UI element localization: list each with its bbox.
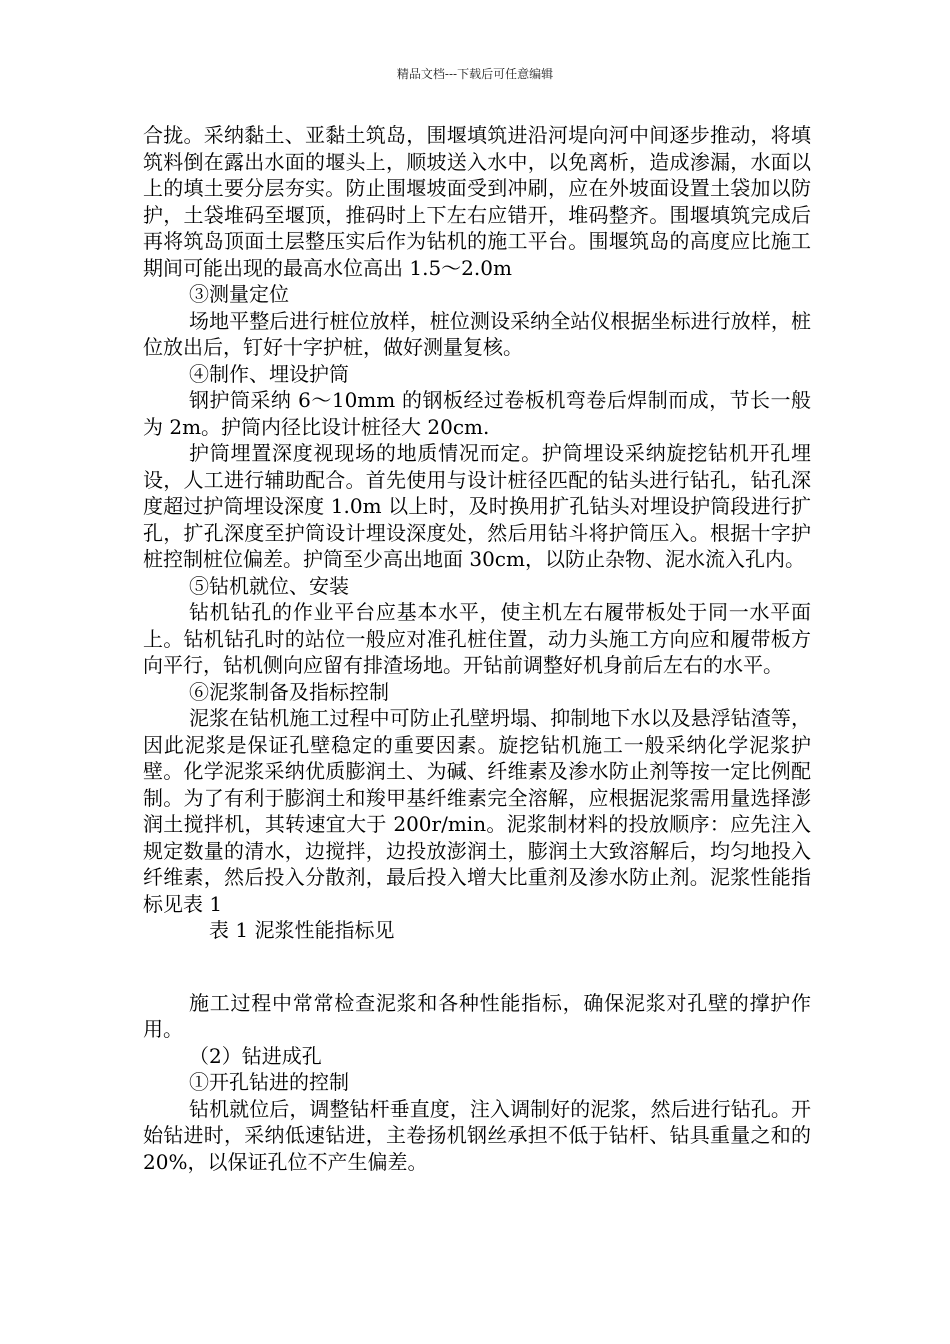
document-body xyxy=(143,122,811,1175)
paragraph-steel-casing: 钢护筒采纳 6～10mm 的钢板经过卷板机弯卷后焊制而成，节长一般为 2m。护筒内径比设计桩径大 20cm. xyxy=(143,388,811,439)
table-placeholder-gap xyxy=(143,944,811,990)
heading-survey-positioning: ③测量定位 xyxy=(189,282,289,306)
heading-mud-preparation: ⑥泥浆制备及指标控制 xyxy=(189,679,389,704)
paragraph-island-construction: 合拢。采纳黏土、亚黏土筑岛，围堰填筑进沿河堤向河中间逐步推动，将填筑料倒在露出水面的堰头上，顺坡送入水中，以免离析，造成渗漏，水面以上的填土要分层夯实。防止围堰坡面受到冲刷，应在外坡面设置土袋加以防护，土袋堆码至堰顶，推码时上下左右应错开，堆码整齐。围堰填筑完成后再将筑岛顶面土层整压实后作为钻机的施工平台。围堰筑岛的高度应比施工期间可能出现的最高水位高出 1.5～2.0m xyxy=(143,123,811,280)
heading-drilling-control: ①开孔钻进的控制 xyxy=(189,1070,349,1094)
paragraph-mud-inspection: 施工过程中常常检查泥浆和各种性能指标，确保泥浆对孔壁的撑护作用。 xyxy=(143,990,811,1041)
paragraph-rig-positioning: 钻机钻孔的作业平台应基本水平，使主机左右履带板处于同一水平面上。钻机钻孔时的站位一般应对准孔桩住置，动力头施工方向应和履带板方向平行，钻机侧向应留有排渣场地。开钻前调整好机身前后左右的水平。 xyxy=(143,600,811,677)
heading-casing-fabrication: ④制作、埋设护筒 xyxy=(189,361,349,386)
heading-rig-positioning: ⑤钻机就位、安装 xyxy=(189,573,349,598)
heading-drilling-hole: （2）钻进成孔 xyxy=(189,1043,322,1068)
page-header: 精品文档---下载后可任意编辑 xyxy=(396,67,554,81)
paragraph-casing-embedding: 护筒埋置深度视现场的地质情况而定。护筒埋设采纳旋挖钻机开孔埋设，人工进行辅助配合。首先使用与设计桩径匹配的钻头进行钻孔，钻孔深度超过护筒埋设深度 1.0m 以上时，及时换用扩孔钻头对埋设护筒段进行扩孔，扩孔深度至护筒设计埋设深度处，然后用钻斗将护筒压入。根据十字护桩控制桩位偏差。护筒至少高出地面 30cm，以防止杂物、泥水流入孔内。 xyxy=(143,441,811,571)
paragraph-drilling-control: 钻机就位后，调整钻杆垂直度，注入调制好的泥浆，然后进行钻孔。开始钻进时，采纳低速钻进，主卷扬机钢丝承担不低于钻杆、钻具重量之和的 20%，以保证孔位不产生偏差。 xyxy=(143,1096,811,1174)
paragraph-survey-positioning: 场地平整后进行桩位放样，桩位测设采纳全站仪根据坐标进行放样，桩位放出后，钉好十字护桩，做好测量复核。 xyxy=(143,308,811,359)
table-caption: 表 1 泥浆性能指标见 xyxy=(209,918,395,942)
paragraph-mud-preparation: 泥浆在钻机施工过程中可防止孔壁坍塌、抑制地下水以及悬浮钻渣等，因此泥浆是保证孔壁稳定的重要因素。旋挖钻机施工一般采纳化学泥浆护壁。化学泥浆采纳优质膨润土、为碱、纤维素及渗水防止剂等按一定比例配制。为了有利于膨润土和羧甲基纤维素完全溶解，应根据泥浆需用量选择澎润土搅拌机，其转速宜大于 200r/min。泥浆制材料的投放顺序：应先注入规定数量的清水，边搅拌，边投放澎润土，膨润土大致溶解后，均匀地投入纤维素，然后投入分散剂，最后投入增大比重剂及渗水防止剂。泥浆性能指标见表 1 xyxy=(143,706,811,916)
